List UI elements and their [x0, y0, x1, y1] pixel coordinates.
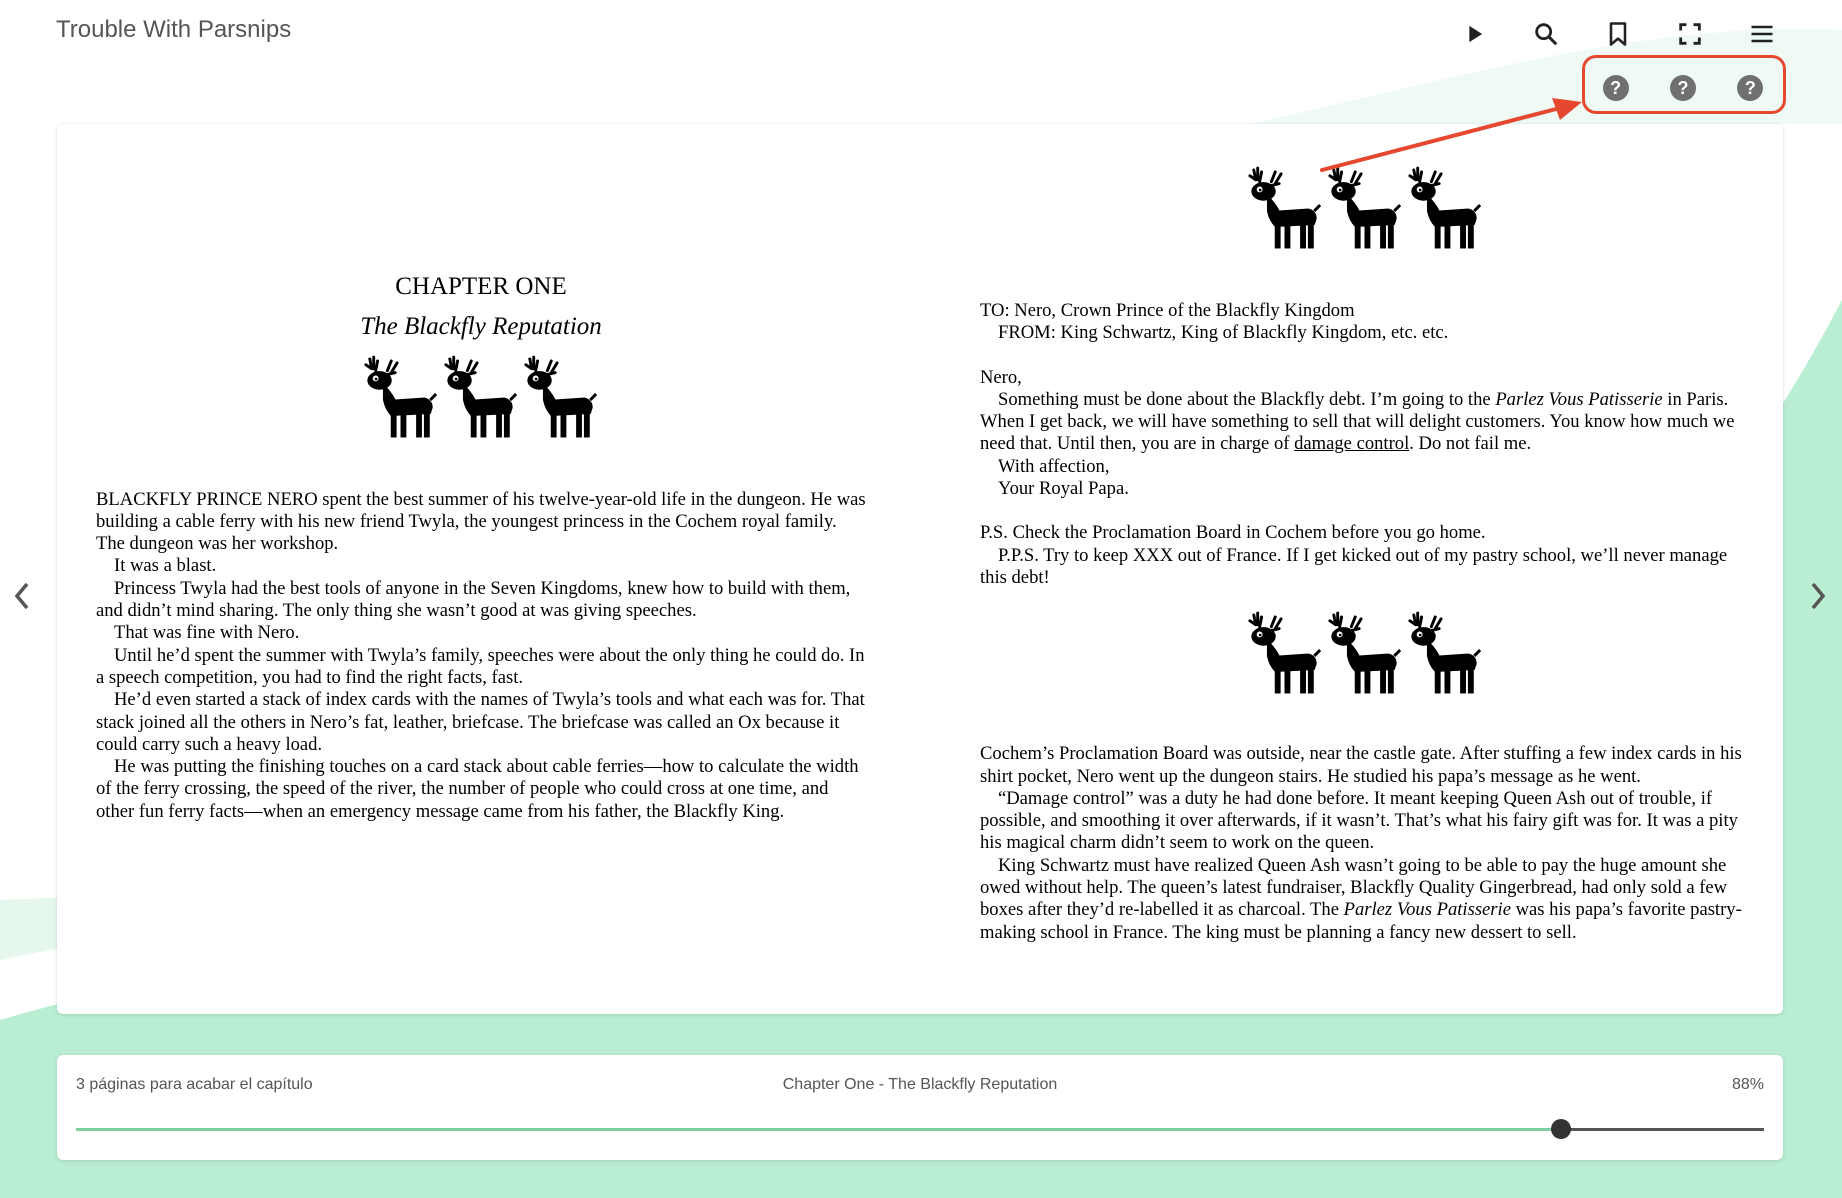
previous-page-button[interactable]	[4, 578, 40, 614]
signature: Your Royal Papa.	[998, 478, 1129, 500]
post-postscript: P.P.S. Try to keep XXX out of France. If I get kicked out of my pastry school, we’ll never manage this debt!	[980, 544, 1728, 588]
closing: With affection,	[998, 455, 1110, 477]
moose-icon	[522, 355, 600, 439]
moose-icon	[1406, 611, 1484, 695]
chapter-label: Chapter One - The Blackfly Reputation	[782, 1076, 1058, 1093]
book-title: Trouble With Parsnips	[56, 16, 292, 43]
moose-icon	[362, 355, 440, 439]
fullscreen-icon	[1676, 20, 1704, 48]
bookmark-button[interactable]	[1582, 14, 1654, 54]
moose-icon	[1326, 166, 1404, 250]
fullscreen-button[interactable]	[1654, 14, 1726, 54]
progress-footer	[57, 1055, 1783, 1160]
paragraph: Princess Twyla had the best tools of anyone in the Seven Kingdoms, knew how to build with them, and didn’t mind sharing. The only thing she wasn’t good at was giving speeches.	[96, 577, 851, 622]
moose-illustration	[980, 166, 1750, 250]
progress-slider-fill	[76, 1128, 1561, 1131]
postscript: P.S. Check the Proclamation Board in Cochem before you go home.	[980, 522, 1486, 544]
paragraph: “Damage control” was a duty he had done before. It meant keeping Queen Ash out of trouble, if possible, and smoothing it over afterwards, if it wasn’t. That’s what his fairy gift was for. It was a pity his magical charm didn’t seem to work on the queen.	[980, 787, 1738, 854]
progress-percent: 88%	[1731, 1076, 1764, 1093]
moose-icon	[442, 355, 520, 439]
book-spread	[57, 124, 1783, 1014]
paragraph: King Schwartz must have realized Queen Ash wasn’t going to be able to pay the huge amount she owed without help. The queen’s latest fundraiser, Blackfly Quality Gingerbread, had only sold a few boxes after they’d re-labelled it as charcoal. The Parlez Vous Patisserie was his papa’s favorite pastry-making school in France. The king must be planning a fancy new dessert to sell.	[980, 854, 1742, 943]
help-icon[interactable]: ?	[1603, 75, 1629, 101]
pages-remaining-label: 3 páginas para acabar el capítulo	[76, 1076, 313, 1093]
right-page	[980, 124, 1750, 944]
reader-toolbar	[1438, 14, 1798, 54]
progress-slider[interactable]	[76, 1128, 1764, 1131]
help-icon[interactable]: ?	[1670, 75, 1696, 101]
search-button[interactable]	[1510, 14, 1582, 54]
menu-button[interactable]	[1726, 14, 1798, 54]
moose-icon	[1246, 166, 1324, 250]
chevron-right-icon	[1806, 580, 1830, 612]
memo-from: FROM: King Schwartz, King of Blackfly Kingdom, etc. etc.	[998, 322, 1449, 344]
paragraph: Cochem’s Proclamation Board was outside, near the castle gate. After stuffing a few index cards in his shirt pocket, Nero went up the dungeon stairs. He studied his papa’s message as he went.	[980, 743, 1742, 787]
play-button[interactable]	[1438, 14, 1510, 54]
memo-to: TO: Nero, Crown Prince of the Blackfly Kingdom	[980, 300, 1355, 321]
moose-icon	[1246, 611, 1324, 695]
moose-icon	[1326, 611, 1404, 695]
play-icon	[1460, 20, 1488, 48]
help-icons-row	[1582, 62, 1784, 114]
memo	[980, 300, 1750, 589]
moose-illustration	[980, 611, 1750, 695]
help-icon[interactable]: ?	[1737, 75, 1763, 101]
moose-icon	[1406, 166, 1484, 250]
chapter-heading: CHAPTER ONE	[395, 273, 567, 300]
left-page-text	[96, 489, 866, 823]
damage-control-link[interactable]: damage control	[1294, 433, 1410, 455]
salutation: Nero,	[980, 366, 1022, 388]
moose-illustration	[96, 355, 866, 439]
paragraph: Until he’d spent the summer with Twyla’s family, speeches were about the only thing he could do. In a speech competition, you had to find the right facts, fast.	[96, 644, 865, 688]
chapter-subtitle: The Blackfly Reputation	[360, 313, 602, 341]
paragraph: BLACKFLY PRINCE NERO spent the best summer of his twelve-year-old life in the dungeon. He was building a cable ferry with his new friend Twyla, the youngest princess in the Cochem royal family. The dungeon was her workshop.	[96, 488, 866, 555]
search-icon	[1532, 20, 1560, 48]
paragraph: It was a blast.	[114, 555, 217, 577]
next-page-button[interactable]	[1800, 578, 1836, 614]
bookmark-icon	[1604, 20, 1632, 48]
menu-icon	[1748, 20, 1776, 48]
progress-slider-thumb[interactable]	[1551, 1119, 1571, 1139]
left-page	[96, 124, 866, 823]
right-page-text	[980, 743, 1750, 944]
chevron-left-icon	[10, 580, 34, 612]
paragraph: That was fine with Nero.	[114, 622, 300, 644]
memo-body: Something must be done about the Blackfly debt. I’m going to the Parlez Vous Patisserie in Paris. When I get back, we will have something to sell that will delight customers. You know how much we need that. Until then, you are in charge of damage control. Do not fail me.	[980, 388, 1735, 455]
paragraph: He was putting the finishing touches on a card stack about cable ferries—how to calculate the width of the ferry crossing, the speed of the river, the number of people who could cross at one time, and other fun ferry facts—when an emergency message came from his father, the Blackfly King.	[96, 756, 859, 822]
paragraph: He’d even started a stack of index cards with the names of Twyla’s tools and what each was for. That stack joined all the others in Nero’s fat, leather, briefcase. The briefcase was called an Ox because it could carry such a heavy load.	[96, 689, 865, 755]
